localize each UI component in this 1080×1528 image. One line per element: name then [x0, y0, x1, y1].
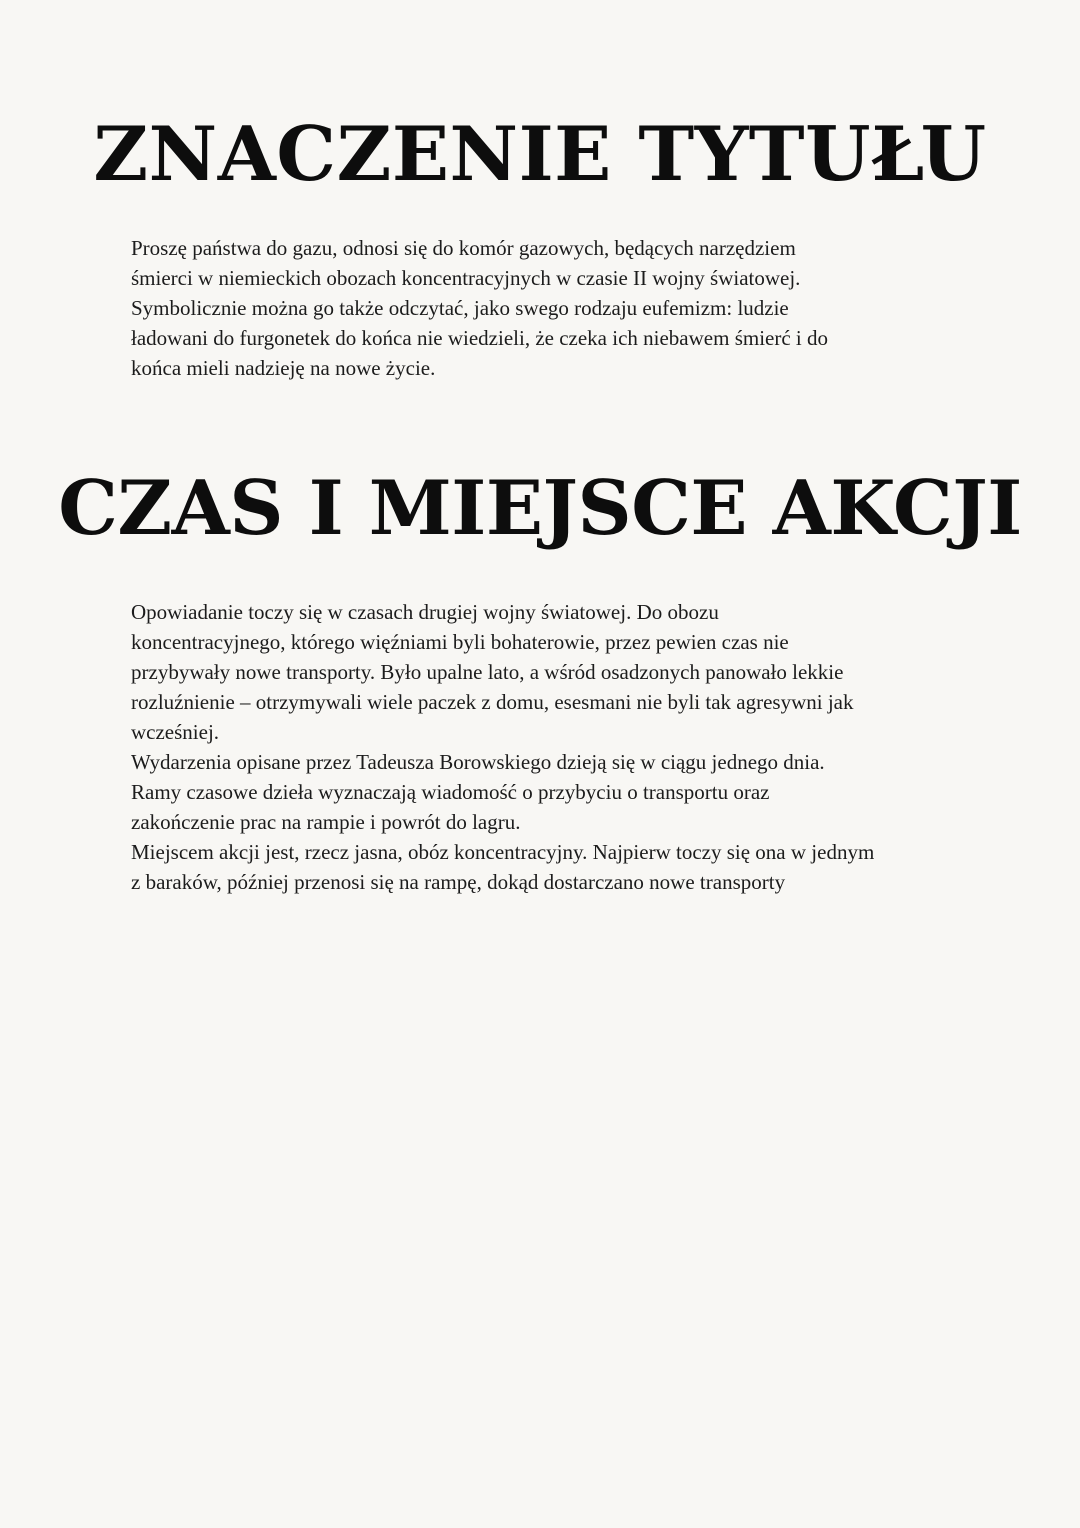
text-line: Miejscem akcji jest, rzecz jasna, obóz koncentracyjny. Najpierw toczy się ona w jednym	[131, 840, 875, 864]
text-line: wcześniej.	[131, 720, 220, 744]
text-line: ładowani do furgonetek do końca nie wiedzieli, że czeka ich niebawem śmierć i do	[131, 326, 829, 350]
text-line: koncentracyjnego, którego więźniami byli bohaterowie, przez pewien czas nie	[131, 630, 789, 654]
text-line: Symbolicznie można go także odczytać, jako swego rodzaju eufemizm: ludzie	[131, 296, 789, 320]
text-line: Opowiadanie toczy się w czasach drugiej wojny światowej. Do obozu	[131, 600, 719, 624]
title-meaning-paragraph	[131, 233, 1031, 383]
text-line: Proszę państwa do gazu, odnosi się do komór gazowych, będących narzędziem	[131, 236, 796, 260]
text-line: końca mieli nadzieję na nowe życie.	[131, 356, 436, 380]
time-place-heading: CZAS I MIEJSCE AKCJI	[58, 464, 1022, 552]
text-line: śmierci w niemieckich obozach koncentracyjnych w czasie II wojny światowej.	[131, 266, 801, 290]
text-line: rozluźnienie – otrzymywali wiele paczek z domu, esesmani nie byli tak agresywni jak	[131, 690, 854, 714]
time-place-paragraph	[131, 597, 1031, 897]
text-line: Wydarzenia opisane przez Tadeusza Borowskiego dzieją się w ciągu jednego dnia.	[131, 750, 825, 774]
text-line: przybywały nowe transporty. Było upalne lato, a wśród osadzonych panowało lekkie	[131, 660, 844, 684]
text-line: z baraków, później przenosi się na rampę, dokąd dostarczano nowe transporty	[131, 870, 786, 894]
title-meaning-heading: ZNACZENIE TYTUŁU	[93, 110, 987, 198]
text-line: Ramy czasowe dzieła wyznaczają wiadomość o przybyciu o transportu oraz	[131, 780, 770, 804]
text-line: zakończenie prac na rampie i powrót do lagru.	[131, 810, 521, 834]
